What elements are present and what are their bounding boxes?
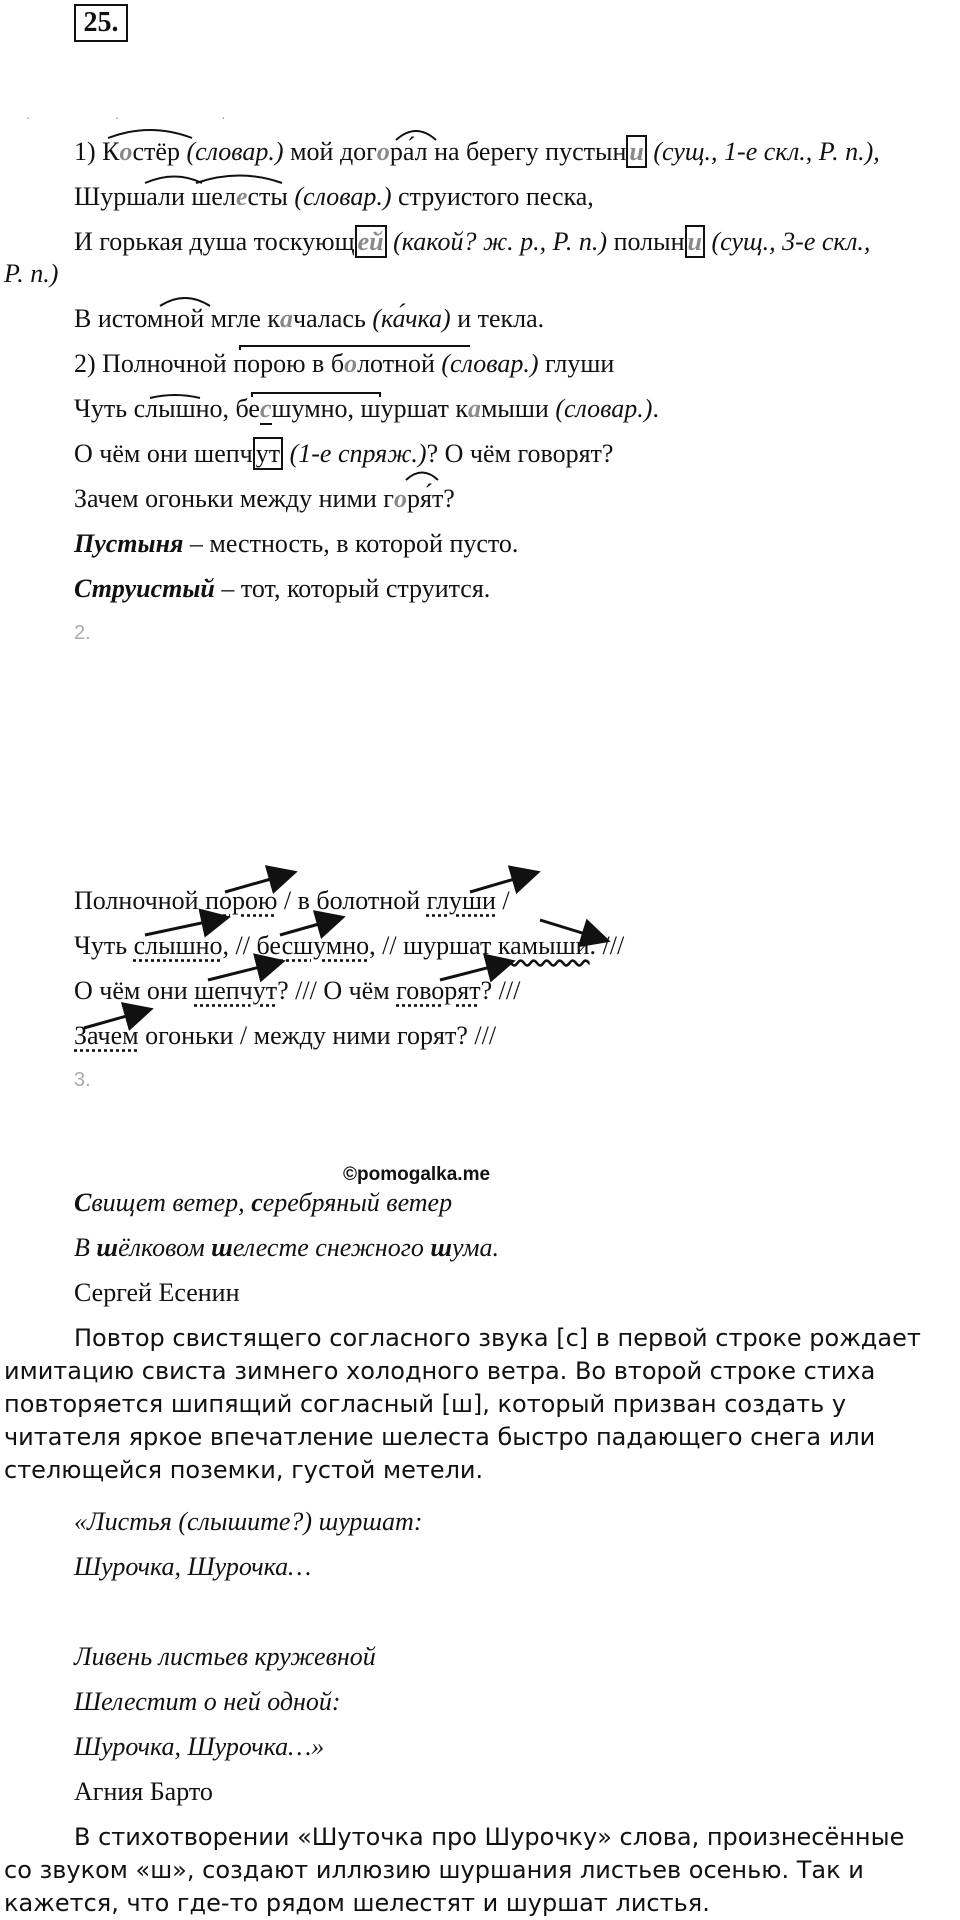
text-fragment: И горькая душа тоскующ [74,227,355,256]
text-fragment: – тот, который струится. [214,574,491,603]
text-fragment: ? /// [480,976,521,1005]
text-fragment: бесшумно [256,931,370,960]
paragraph: Повтор свистящего согласного звука [с] в первой строке рождает имитацию свиста зимнего холодного ветра. Во второй строке стиха повторяется шипящий согласный [ш], который призван создать у читателя яркое впечатление шелеста быстро падающего снега или стелющейся поземки, густой метели. [4,1324,921,1484]
text-fragment: , // [222,931,257,960]
text-fragment: / в болотной [277,886,427,915]
text-fragment: с [251,1188,263,1217]
text-fragment: и [626,135,646,168]
poem-line: Шурочка, Шурочка… [74,1552,312,1581]
decorative-dots: · · · [26,112,226,127]
text-fragment: О чём они [74,976,195,1005]
text-fragment: 2) Полночной порою в б [74,349,345,378]
poem-line [74,1232,499,1264]
text-fragment: . [652,394,659,423]
poem-line: Шелестит о ней одной: [74,1687,341,1716]
text-fragment: ут [253,437,283,470]
text-fragment: – местность, в которой пусто. [183,529,519,558]
text-fragment: шепчут [194,976,278,1005]
text-fragment: струистого песка, [391,182,594,211]
text-fragment: (словар.) [441,349,539,378]
text-fragment: В истомной мгле к [74,304,281,333]
text-fragment: (словар.) [555,394,653,423]
text-fragment: о [119,137,133,166]
text-fragment: порою [205,886,278,915]
exercise-number: 25. [74,4,128,42]
text-fragment: С [74,1188,92,1217]
text-fragment: о [344,349,358,378]
text-fragment: Полночной [74,886,206,915]
text-fragment: шумно, шуршат к [271,394,468,423]
text-fragment: 1) К [74,137,120,166]
section-label: 3. [74,1069,91,1091]
text-fragment: Р. п.) [4,259,59,288]
text-fragment: лотной [357,349,442,378]
text-fragment: елесте снежного [232,1233,431,1262]
text-fragment: (словар.) [186,137,284,166]
text-fragment: (какой? ж. р., Р. п.) [386,227,608,256]
text-fragment: (словар.) [294,182,392,211]
text-fragment: Чуть слышно, бе [74,394,260,423]
text-fragment: ? О чём говорят? [426,439,614,468]
text-fragment: Струистый [74,574,215,603]
text-fragment: сты [247,182,295,211]
text-fragment: Чуть [74,931,134,960]
text-fragment: полын [607,227,685,256]
text-fragment: а [467,394,481,423]
watermark-credit: ©pomogalka.me [343,1164,491,1185]
text-fragment: еребряный ветер [262,1188,453,1217]
text-fragment: ря́т? [406,484,455,513]
paragraph: В стихотворении «Шуточка про Шурочку» слова, произнесённые со звуком «ш», создают иллюзию шуршания листьев осенью. Так и кажется, что где-то рядом шелестят и шуршат листья. [4,1823,905,1917]
text-fragment: мой дог [283,137,377,166]
text-fragment: . /// [589,931,625,960]
text-fragment: говорят [396,976,481,1005]
section-label: 2. [74,622,91,644]
text-fragment: / [495,886,510,915]
poem-line [74,1187,452,1219]
text-fragment: В [74,1233,97,1262]
text-fragment: Зачем [74,1021,139,1050]
text-fragment: и текла. [450,304,545,333]
text-fragment: ? /// О чём [277,976,397,1005]
text-fragment: чалась [293,304,373,333]
text-fragment: ей [355,225,387,258]
text-fragment: (1-е спряж.) [283,439,427,468]
text-fragment: мыши [480,394,556,423]
text-fragment: (ка́чка) [372,304,451,333]
text-fragment: камыши [497,931,590,960]
text-fragment: а [280,304,294,333]
text-fragment: ума. [452,1233,500,1262]
text-fragment: ёлковом [118,1233,212,1262]
text-fragment: огоньки / между ними горят? /// [138,1021,497,1050]
text-fragment: о [376,137,390,166]
text-fragment: Зачем огоньки между ними г [74,484,394,513]
text-fragment: , // шуршат [369,931,498,960]
text-fragment: Шуршали шел [74,182,236,211]
poem-line: Шурочка, Шурочка…» [74,1732,325,1761]
text-fragment: глуши [426,886,496,915]
text-fragment: О чём они шепч [74,439,253,468]
poem-author: Сергей Есенин [74,1278,240,1307]
text-fragment: глуши [538,349,615,378]
text-fragment: Пустыня [74,529,184,558]
poem-line: Ливень листьев кружевной [74,1642,376,1671]
poem-line: «Листья (слышите?) шуршат: [74,1507,423,1536]
text-fragment: с [259,394,272,423]
text-fragment: о [393,484,407,513]
text-fragment: ш [211,1233,233,1262]
text-fragment: ра́л на берегу пустын [389,137,627,166]
text-fragment: стёр [132,137,187,166]
text-fragment: (сущ., 3-е скл., [704,227,871,256]
text-fragment: ш [96,1233,119,1262]
text-fragment: (сущ., 1-е скл., Р. п.), [646,137,880,166]
text-fragment: вищет ветер, [91,1188,252,1217]
text-fragment: и [685,225,705,258]
text-fragment: слышно [133,931,223,960]
text-fragment: е [235,182,248,211]
poem-author: Агния Барто [74,1777,213,1806]
text-fragment: ш [430,1233,453,1262]
